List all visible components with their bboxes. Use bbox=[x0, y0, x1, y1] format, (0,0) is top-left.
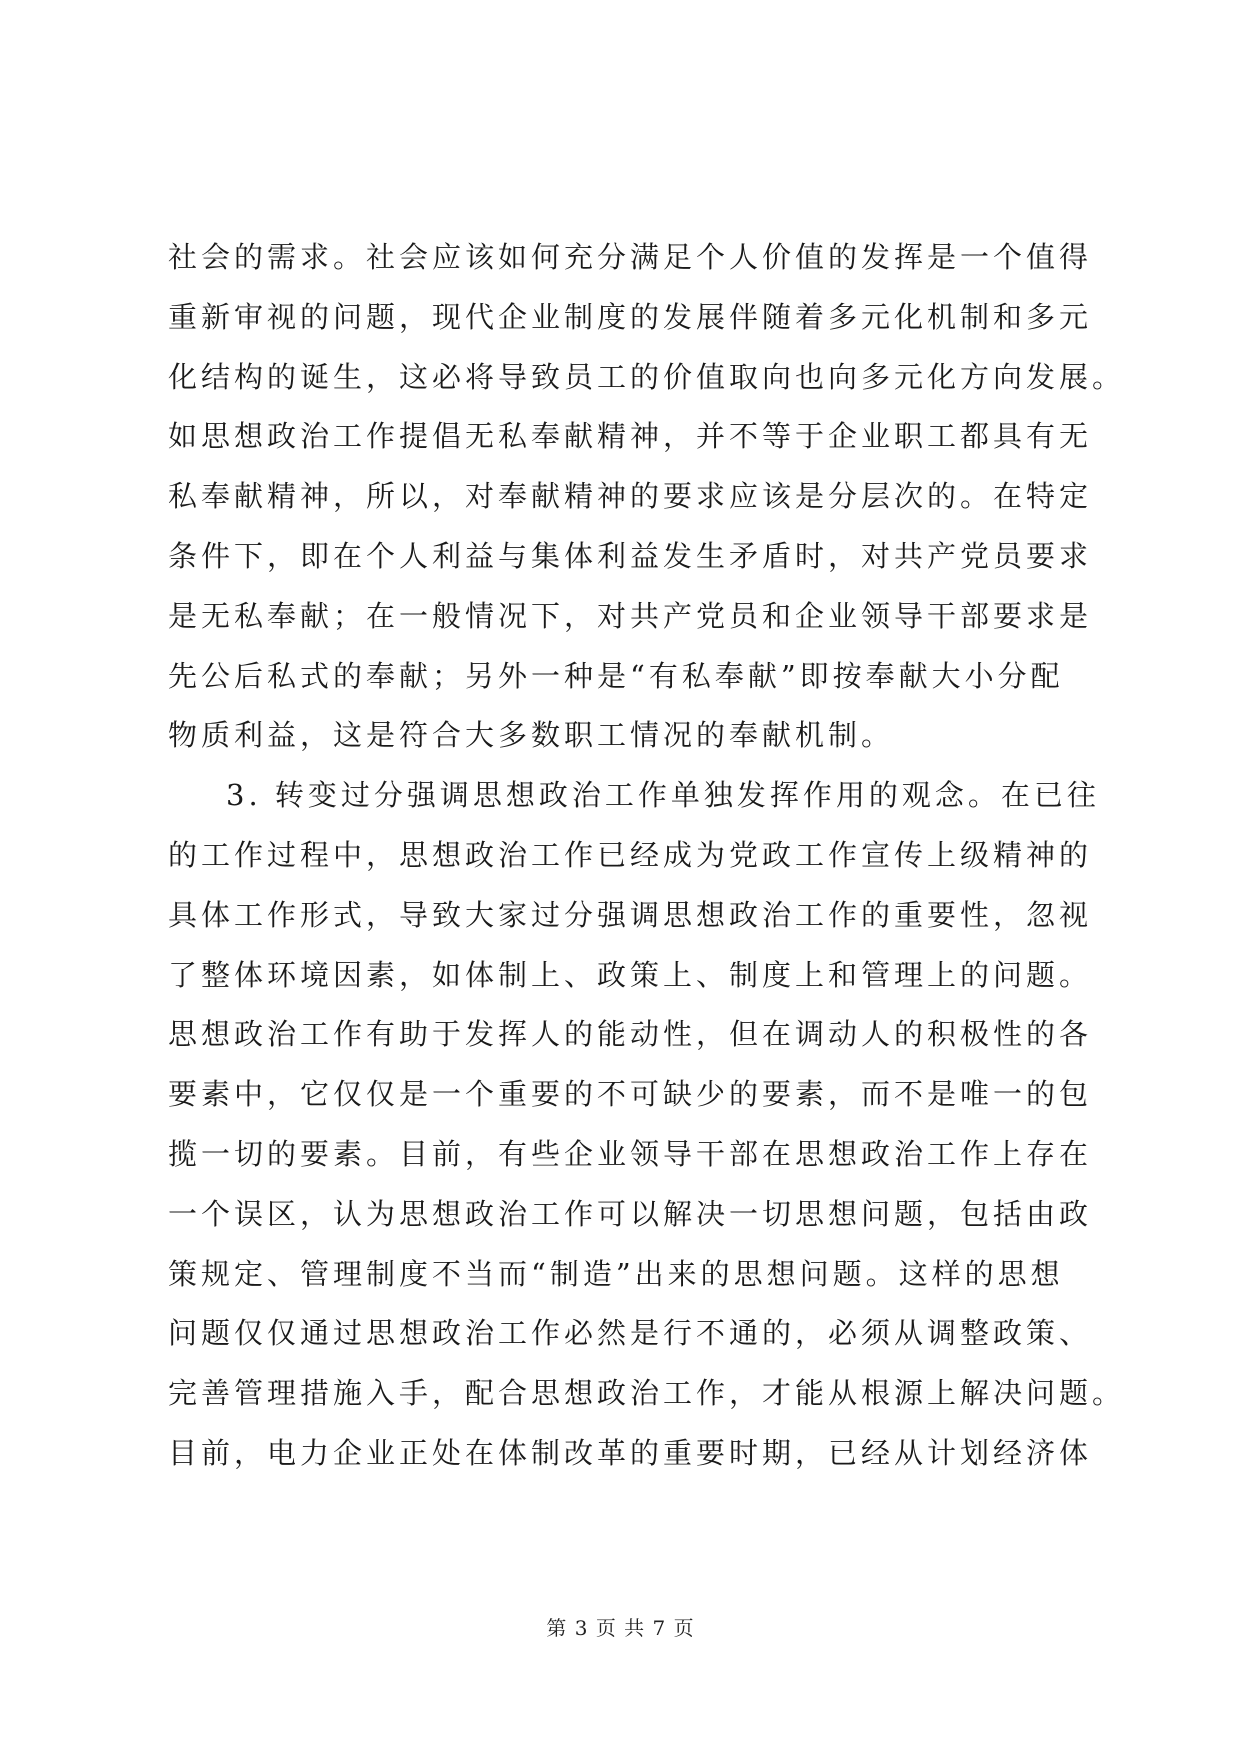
text-line: 一个误区，认为思想政治工作可以解决一切思想问题，包括由政 bbox=[168, 1196, 1093, 1231]
text-line: 策规定、管理制度不当而“制造”出来的思想问题。这样的思想 bbox=[168, 1256, 1064, 1291]
body-text bbox=[168, 228, 1126, 1484]
text-line: 私奉献精神，所以，对奉献精神的要求应该是分层次的。在特定 bbox=[168, 479, 1093, 514]
text-line: 问题仅仅通过思想政治工作必然是行不通的，必须从调整政策、 bbox=[168, 1316, 1093, 1351]
text-line: 物质利益，这是符合大多数职工情况的奉献机制。 bbox=[168, 718, 895, 753]
text-line: 完善管理措施入手，配合思想政治工作，才能从根源上解决问题。 bbox=[168, 1376, 1126, 1411]
text-line: 具体工作形式，导致大家过分强调思想政治工作的重要性，忽视 bbox=[168, 897, 1093, 932]
text-line: 化结构的诞生，这必将导致员工的价值取向也向多元化方向发展。 bbox=[168, 359, 1126, 394]
text-line: 思想政治工作有助于发挥人的能动性，但在调动人的积极性的各 bbox=[168, 1017, 1093, 1052]
text-line: 目前，电力企业正处在体制改革的重要时期，已经从计划经济体 bbox=[168, 1435, 1093, 1470]
text-line: 的工作过程中，思想政治工作已经成为党政工作宣传上级精神的 bbox=[168, 837, 1093, 872]
text-line: 条件下，即在个人利益与集体利益发生矛盾时，对共产党员要求 bbox=[168, 538, 1093, 573]
paragraph-start-line: 3. 转变过分强调思想政治工作单独发挥作用的观念。在已往 bbox=[226, 778, 1100, 813]
text-line: 要素中，它仅仅是一个重要的不可缺少的要素，而不是唯一的包 bbox=[168, 1077, 1093, 1112]
text-line: 是无私奉献；在一般情况下，对共产党员和企业领导干部要求是 bbox=[168, 598, 1093, 633]
text-line: 揽一切的要素。目前，有些企业领导干部在思想政治工作上存在 bbox=[168, 1136, 1093, 1171]
text-line: 先公后私式的奉献；另外一种是“有私奉献”即按奉献大小分配 bbox=[168, 658, 1064, 693]
text-line: 了整体环境因素，如体制上、政策上、制度上和管理上的问题。 bbox=[168, 957, 1093, 992]
text-line: 如思想政治工作提倡无私奉献精神，并不等于企业职工都具有无 bbox=[168, 419, 1093, 454]
text-line: 重新审视的问题，现代企业制度的发展伴随着多元化机制和多元 bbox=[168, 299, 1093, 334]
text-line: 社会的需求。社会应该如何充分满足个人价值的发挥是一个值得 bbox=[168, 240, 1093, 274]
page-number-footer: 第 3 页 共 7 页 bbox=[546, 1616, 695, 1640]
